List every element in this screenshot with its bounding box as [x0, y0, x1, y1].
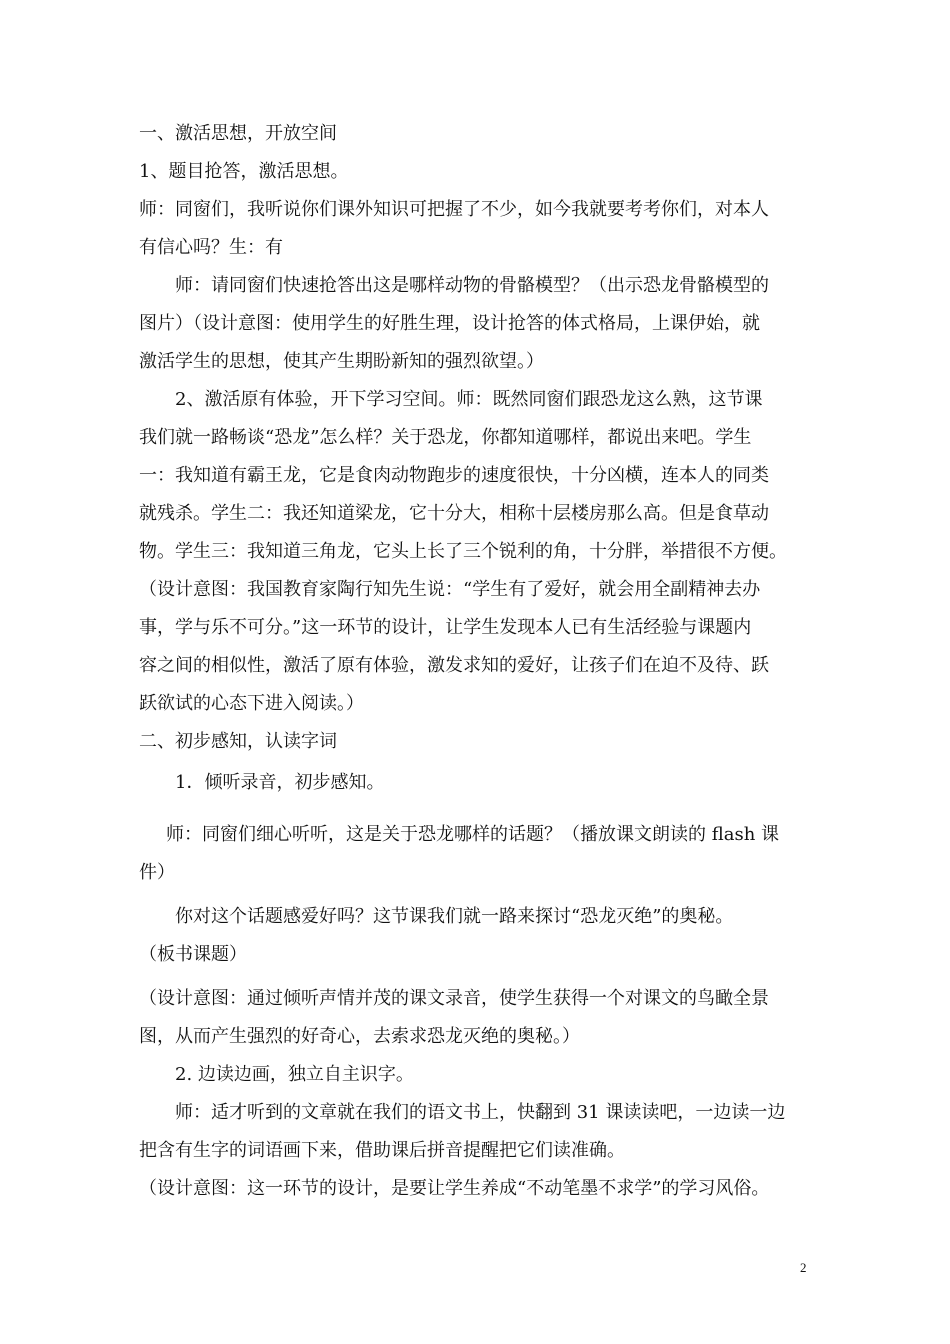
text-line: 跃欲试的心态下进入阅读。）: [139, 693, 364, 714]
text-line: 事，学与乐不可分。”这一环节的设计，让学生发现本人已有生活经验与课题内: [139, 617, 752, 638]
text-line: 我们就一路畅谈“恐龙”怎么样？关于恐龙，你都知道哪样，都说出来吧。学生: [139, 427, 752, 448]
text-line: 图片）（设计意图：使用学生的好胜生理，设计抢答的体式格局，上课伊始，就: [139, 313, 760, 334]
text-line: 图，从而产生强烈的好奇心，去索求恐龙灭绝的奥秘。）: [139, 1026, 580, 1047]
page-number: 2: [800, 1260, 807, 1275]
section-heading-1: 一、激活思想，开放空间: [139, 123, 337, 144]
text-line: 件）: [139, 862, 175, 883]
subheading-2-1: 1．倾听录音，初步感知。: [175, 772, 385, 793]
text-line: 你对这个话题感爱好吗？这节课我们就一路来探讨“恐龙灭绝”的奥秘。: [175, 906, 734, 927]
text-line: 容之间的相似性，激活了原有体验，激发求知的爱好，让孩子们在迫不及待、跃: [139, 655, 769, 676]
text-line: （设计意图：通过倾听声情并茂的课文录音，使学生获得一个对课文的鸟瞰全景: [139, 988, 769, 1009]
subheading-1-1: 1、题目抢答，激活思想。: [139, 161, 349, 182]
text-line: 激活学生的思想，使其产生期盼新知的强烈欲望。）: [139, 351, 544, 372]
text-line: 师：同窗们细心听听，这是关于恐龙哪样的话题？（播放课文朗读的 flash 课: [166, 824, 780, 845]
text-line: 师：同窗们，我听说你们课外知识可把握了不少，如今我就要考考你们，对本人: [139, 199, 769, 220]
text-line: 一：我知道有霸王龙，它是食肉动物跑步的速度很快，十分凶横，连本人的同类: [139, 465, 769, 486]
text-line: 物。学生三：我知道三角龙，它头上长了三个锐利的角，十分胖，举措很不方便。: [139, 541, 787, 562]
text-line: （板书课题）: [139, 944, 247, 965]
text-line: （设计意图：我国教育家陶行知先生说：“学生有了爱好，就会用全副精神去办: [139, 579, 761, 600]
text-line: 把含有生字的词语画下来，借助课后拼音提醒把它们读准确。: [139, 1140, 625, 1161]
section-heading-2: 二、初步感知，认读字词: [139, 731, 337, 752]
text-line: 有信心吗？生：有: [139, 237, 283, 258]
text-line: 就残杀。学生二：我还知道梁龙，它十分大，相称十层楼房那么高。但是食草动: [139, 503, 769, 524]
text-line: （设计意图：这一环节的设计，是要让学生养成“不动笔墨不求学”的学习风俗。: [139, 1178, 770, 1199]
text-line: 师：适才听到的文章就在我们的语文书上，快翻到 31 课读读吧，一边读一边: [175, 1102, 786, 1123]
text-line: 2、激活原有体验，开下学习空间。师：既然同窗们跟恐龙这么熟，这节课: [175, 389, 763, 410]
text-line: 师：请同窗们快速抢答出这是哪样动物的骨骼模型？（出示恐龙骨骼模型的: [175, 275, 769, 296]
subheading-2-2: 2. 边读边画，独立自主识字。: [175, 1064, 414, 1085]
